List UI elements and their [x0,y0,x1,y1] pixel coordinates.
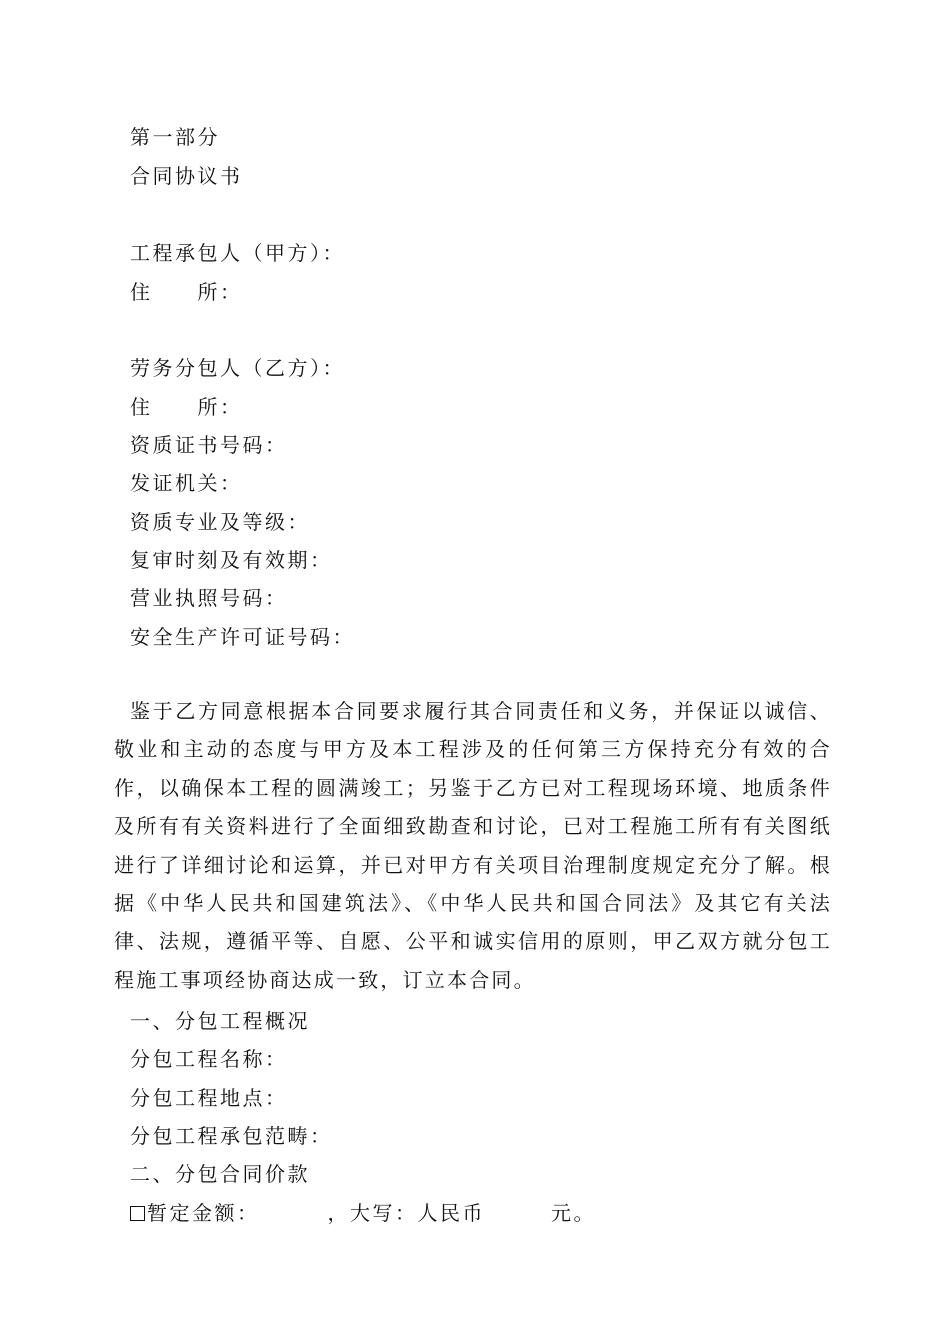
checkbox-icon[interactable] [130,1206,145,1221]
issuing-authority-label: 发证机关： [130,471,243,495]
part-title: 第一部分 [130,125,220,149]
provisional-amount-line [130,1200,596,1226]
qualification-level-label: 资质专业及等级： [130,510,310,534]
business-license-label: 营业执照号码： [130,586,288,610]
amount-unit: 元。 [551,1201,596,1225]
subcontract-scope-label: 分包工程承包范畴： [130,1124,333,1148]
party-b-address: 住 所： [130,395,243,419]
subcontract-name-label: 分包工程名称： [130,1047,288,1071]
preamble-paragraph: 鉴于乙方同意根据本合同要求履行其合同责任和义务，并保证以诚信、敬业和主动的态度与甲方及本工程涉及的任何第三方保持充分有效的合作，以确保本工程的圆满竣工；另鉴于乙方已对工程现场环境、地质条件及所有有关资料进行了全面细致勘查和讨论，已对工程施工所有有关图纸进行了详细讨论和运算，并已对甲方有关项目治理制度规定充分了解。根据《中华人民共和国建筑法》、《中华人民共和国合同法》及其它有关法律、法规，遵循平等、自愿、公平和诚实信用的原则，甲乙双方就分包工程施工事项经协商达成一致，订立本合同。 [114,699,832,992]
party-a-label: 工程承包人（甲方）： [130,241,345,265]
capital-amount-label: ，大写：人民币 [327,1201,485,1225]
safety-permit-label: 安全生产许可证号码： [130,625,355,649]
party-b-label: 劳务分包人（乙方）： [130,356,345,380]
review-validity-label: 复审时刻及有效期： [130,548,333,572]
section1-heading: 一、分包工程概况 [130,1009,310,1033]
provisional-amount-label: 暂定金额： [147,1201,260,1225]
qualification-cert-label: 资质证书号码： [130,433,288,457]
subcontract-location-label: 分包工程地点： [130,1086,288,1110]
party-a-address: 住 所： [130,280,243,304]
part-subtitle: 合同协议书 [130,164,243,188]
section2-heading: 二、分包合同价款 [130,1162,310,1186]
